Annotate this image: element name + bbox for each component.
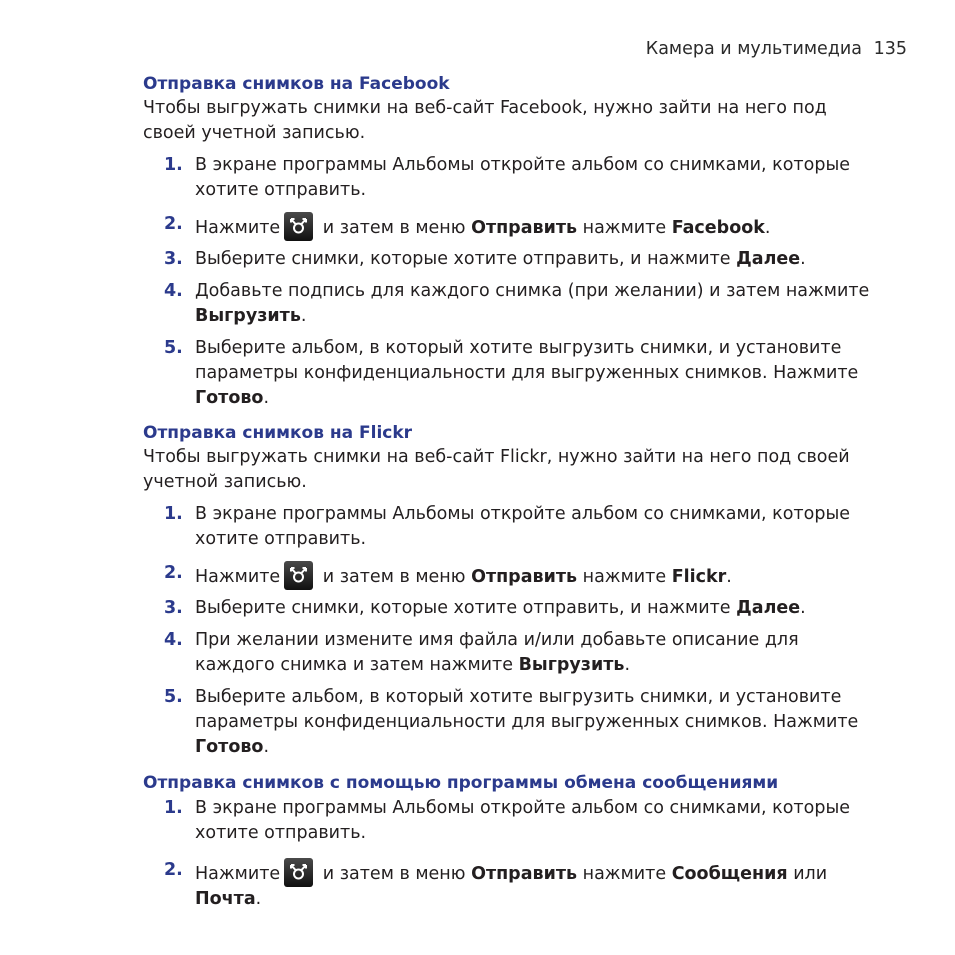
list-item: 3. Выберите снимки, которые хотите отправить, и нажмите Далее. — [164, 249, 806, 269]
list-item: 1. В экране программы Альбомы откройте альбом со снимками, которые хотите отправить. — [164, 504, 851, 549]
section-facebook — [143, 72, 883, 411]
section-title: Отправка снимков с помощью программы обмена сообщениями — [143, 773, 779, 793]
section-intro: Чтобы выгружать снимки на веб-сайт Facebook, нужно зайти на него под своей учетной записью. — [143, 98, 827, 143]
list-item: 2. Нажмите и затем в меню Отправить нажмите Flickr. — [143, 561, 883, 590]
list-item: 1. В экране программы Альбомы откройте альбом со снимками, которые хотите отправить. — [164, 155, 851, 200]
list-item: 5. Выберите альбом, в который хотите выгрузить снимки, и установите параметры конфиденциальности для выгруженных снимков. Нажмите Готово. — [164, 338, 859, 408]
share-icon — [284, 858, 313, 887]
steps-list — [143, 796, 883, 912]
section-title: Отправка снимков на Flickr — [143, 423, 413, 443]
steps-list — [143, 153, 883, 411]
list-item: 1. В экране программы Альбомы откройте альбом со снимками, которые хотите отправить. — [164, 798, 851, 843]
page-header — [646, 39, 907, 59]
page-number: 135 — [873, 39, 907, 59]
list-item: 2. Нажмите и затем в меню Отправить нажмите Facebook. — [143, 212, 883, 241]
list-item: 5. Выберите альбом, в который хотите выгрузить снимки, и установите параметры конфиденциальности для выгруженных снимков. Нажмите Готово. — [164, 687, 859, 757]
list-item: 4. Добавьте подпись для каждого снимка (при желании) и затем нажмите Выгрузить. — [164, 281, 870, 326]
list-item: 2. Нажмите и затем в меню Отправить нажмите Сообщения или Почта. — [164, 860, 828, 909]
section-intro: Чтобы выгружать снимки на веб-сайт Flickr, нужно зайти на него под своей учетной записью. — [143, 447, 850, 492]
share-icon — [284, 212, 313, 241]
section-title: Отправка снимков на Facebook — [143, 74, 450, 94]
list-item: 4. При желании измените имя файла и/или добавьте описание для каждого снимка и затем нажмите Выгрузить. — [164, 630, 799, 675]
share-icon — [284, 561, 313, 590]
chapter-title: Камера и мультимедиа — [645, 39, 863, 59]
steps-list — [143, 502, 883, 760]
list-item: 3. Выберите снимки, которые хотите отправить, и нажмите Далее. — [164, 598, 806, 618]
section-flickr — [143, 421, 883, 760]
section-messaging — [143, 771, 883, 912]
